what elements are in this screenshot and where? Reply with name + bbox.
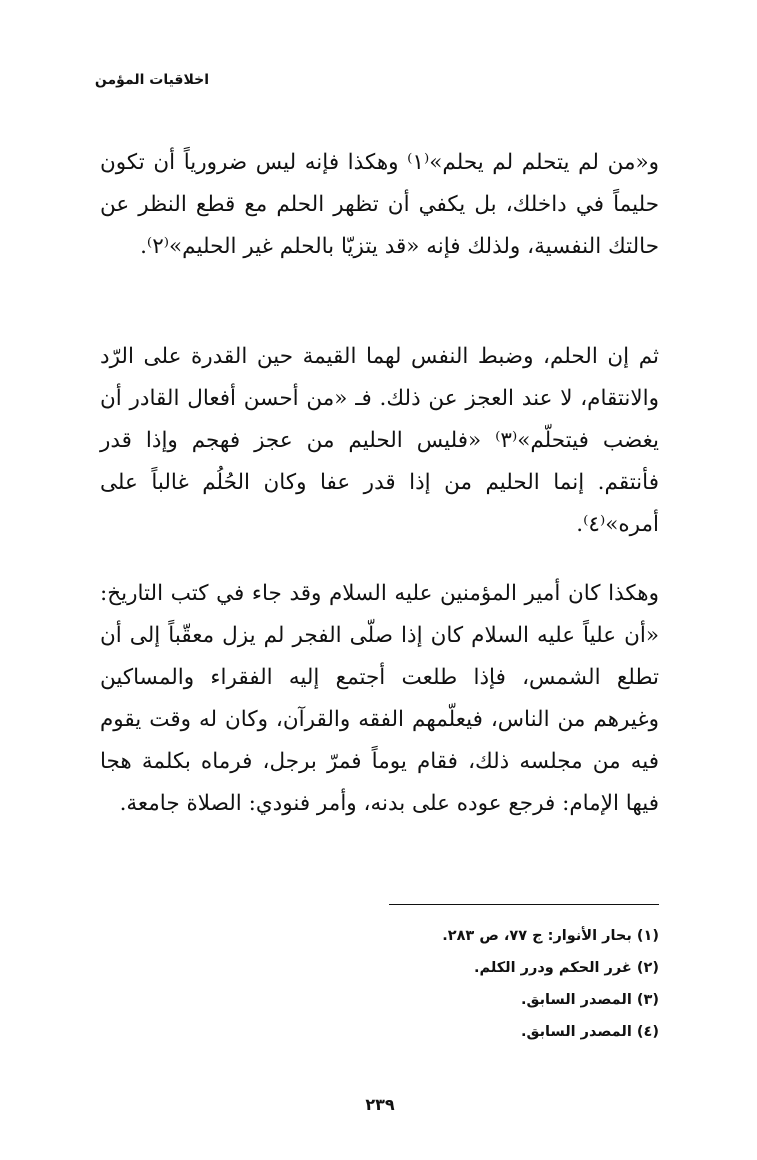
footnote-2: (٢) غرر الحكم ودرر الكلم. — [473, 960, 659, 976]
footnotes-list — [339, 920, 659, 1048]
running-header: اخلاقيات المؤمن — [94, 72, 209, 88]
paragraph-1: و«من لم يتحلم لم يحلم»⁽١⁾ وهكذا فإنه ليس ضرورياً أن تكون حليماً في داخلك، بل يكفي أن تظهر الحلم مع قطع النظر عن حالتك النفسية، ولذلك فإنه «قد يتزيّا بالحلم غير الحليم»⁽٢⁾. — [100, 150, 659, 259]
footnote-3: (٣) المصدر السابق. — [520, 992, 659, 1008]
paragraph-3: وهكذا كان أمير المؤمنين عليه السلام وقد جاء في كتب التاريخ: «أن علياً عليه السلام كان إذا صلّى الفجر لم يزل معقّباً إلى أن تطلع الشمس، فإذا طلعت أجتمع إليه الفقراء والمساكين وغيرهم من الناس، فيعلّمهم الفقه والقرآن، وكان له وقت يقوم فيه من مجلسه ذلك، فقام يوماً فمرّ برجل، فرماه بكلمة هجا فيها الإمام: فرجع عوده على بدنه، وأمر فنودي: الصلاة جامعة. — [100, 581, 659, 816]
paragraph-2: ثم إن الحلم، وضبط النفس لهما القيمة حين القدرة على الرّد والانتقام، لا عند العجز عن ذلك. فـ «من أحسن أفعال القادر أن يغضب فيتحلّم»⁽٣⁾ «فليس الحليم من عجز فهجم وإذا قدر فأنتقم. إنما الحليم من إذا قدر عفا وكان الحُلُم غالباً على أمره»⁽٤⁾. — [100, 344, 659, 537]
page-number: ٢٣٩ — [365, 1095, 395, 1114]
footnote-1: (١) بحار الأنوار: ج ٧٧، ص ٢٨٣. — [442, 928, 659, 944]
footnote-4: (٤) المصدر السابق. — [520, 1024, 659, 1040]
footnote-divider — [389, 904, 659, 905]
